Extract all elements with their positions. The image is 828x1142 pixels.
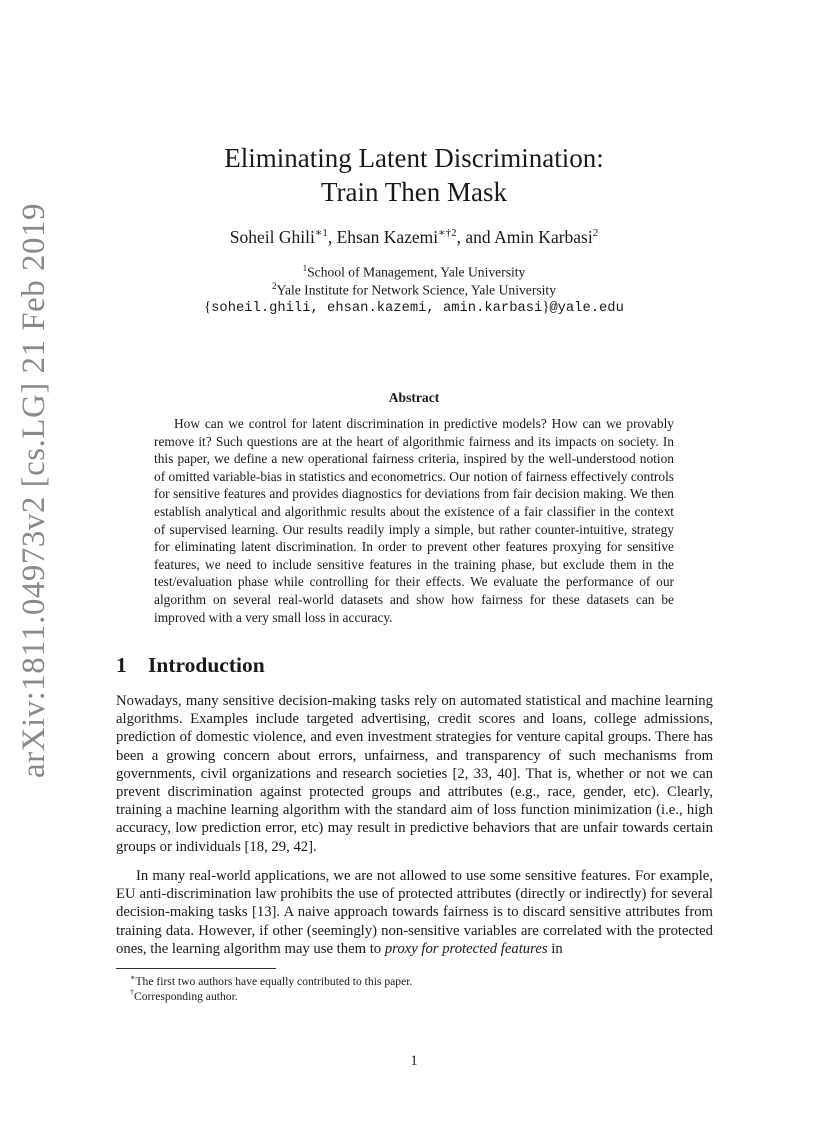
author-name: Amin Karbasi [494, 226, 593, 247]
affiliation-marker: 2 [271, 281, 277, 291]
body-paragraph [116, 867, 713, 958]
affiliation-marker: 1 [302, 263, 308, 273]
email-brace-open: { [204, 299, 212, 315]
abstract-heading: Abstract [388, 390, 440, 405]
author-separator: , and [456, 226, 495, 247]
author-emails [0, 299, 828, 316]
email-domain: @yale.edu [549, 301, 624, 316]
author-marker: ∗†2 [438, 227, 457, 239]
affiliation [0, 281, 828, 299]
page-number: 1 [410, 1053, 418, 1069]
paragraph-text: in [547, 940, 563, 957]
author-list [0, 226, 828, 248]
footnote-text: Corresponding author. [134, 989, 238, 1003]
author-separator: , [327, 226, 337, 247]
abstract-text: How can we control for latent discrimination in predictive models? How can we provably remove it? Such questions are at the heart of algorithmic fairness and its impacts on society. In this paper, we define a new operational fairness criteria, inspired by the well-understood notion of omitted variable-bias in statistics and econometrics. Our notion of fairness effectively controls for sensitive features and provides diagnostics for deviations from fair decision making. We then establish analytical and algorithmic results about the existence of a fair classifier in the context of supervised learning. Our results readily imply a simple, but rather counter-intuitive, strategy for eliminating latent discrimination. In order to prevent other features proxying for sensitive features, we need to include sensitive features in the training phase, but exclude them in the test/evaluation phase while controlling for their effects. We evaluate the performance of our algorithm on several real-world datasets and show how fairness for these datasets can be improved with a very small loss in accuracy. [154, 416, 674, 625]
section-heading [116, 653, 265, 678]
email-usernames: soheil.ghili, ehsan.kazemi, amin.karbasi [211, 301, 543, 316]
footnote [130, 973, 412, 988]
affiliation [0, 263, 828, 281]
affiliation-text: Yale Institute for Network Science, Yale University [276, 282, 556, 298]
email-brace-close: } [542, 299, 550, 315]
paper-title-line-1: Eliminating Latent Discrimination: [224, 143, 604, 173]
author-marker: ∗1 [314, 227, 328, 239]
arxiv-identifier-stamp: arXiv:1811.04973v2 [cs.LG] 21 Feb 2019 [16, 202, 52, 778]
section-title: Introduction [148, 653, 265, 677]
footnote-mark: † [130, 988, 134, 997]
paragraph-text: In many real-world applications, we are not allowed to use some sensitive features. For example, EU anti-discrimination law prohibits the use of protected attributes (directly or indirectly) for several decision-making tasks [13]. A naive approach towards fairness is to discard sensitive attributes from training data. However, if other (seemingly) non-sensitive variables are correlated with the protected ones, the learning algorithm may use them to [116, 868, 713, 957]
footnote-text: The first two authors have equally contributed to this paper. [135, 974, 413, 988]
affiliation-text: School of Management, Yale University [307, 264, 526, 280]
emphasized-text: proxy for protected features [384, 940, 548, 957]
footnote-rule [116, 968, 276, 969]
footnote [130, 988, 238, 1003]
paper-title-line-2: Train Then Mask [320, 177, 507, 207]
body-paragraph: Nowadays, many sensitive decision-making tasks rely on automated statistical and machine learning algorithms. Examples include targeted advertising, credit scores and loans, college admissions, prediction of domestic violence, and even investment strategies for venture capital groups. There has been a growing concern about errors, unfairness, and transparency of such mechanisms from governments, civil organizations and research societies [2, 33, 40]. That is, whether or not we can prevent discrimination against protected groups and attributes (e.g., race, gender, etc). Clearly, training a machine learning algorithm with the standard aim of loss function minimization (i.e., high accuracy, low prediction error, etc) may result in predictive behaviors that are unfair towards certain groups or individuals [18, 29, 42]. [116, 693, 713, 855]
author-name: Soheil Ghili [229, 226, 315, 247]
author-name: Ehsan Kazemi [336, 226, 439, 247]
footnote-mark: ∗ [130, 973, 136, 982]
author-marker: 2 [592, 227, 599, 239]
section-number: 1 [116, 653, 127, 677]
